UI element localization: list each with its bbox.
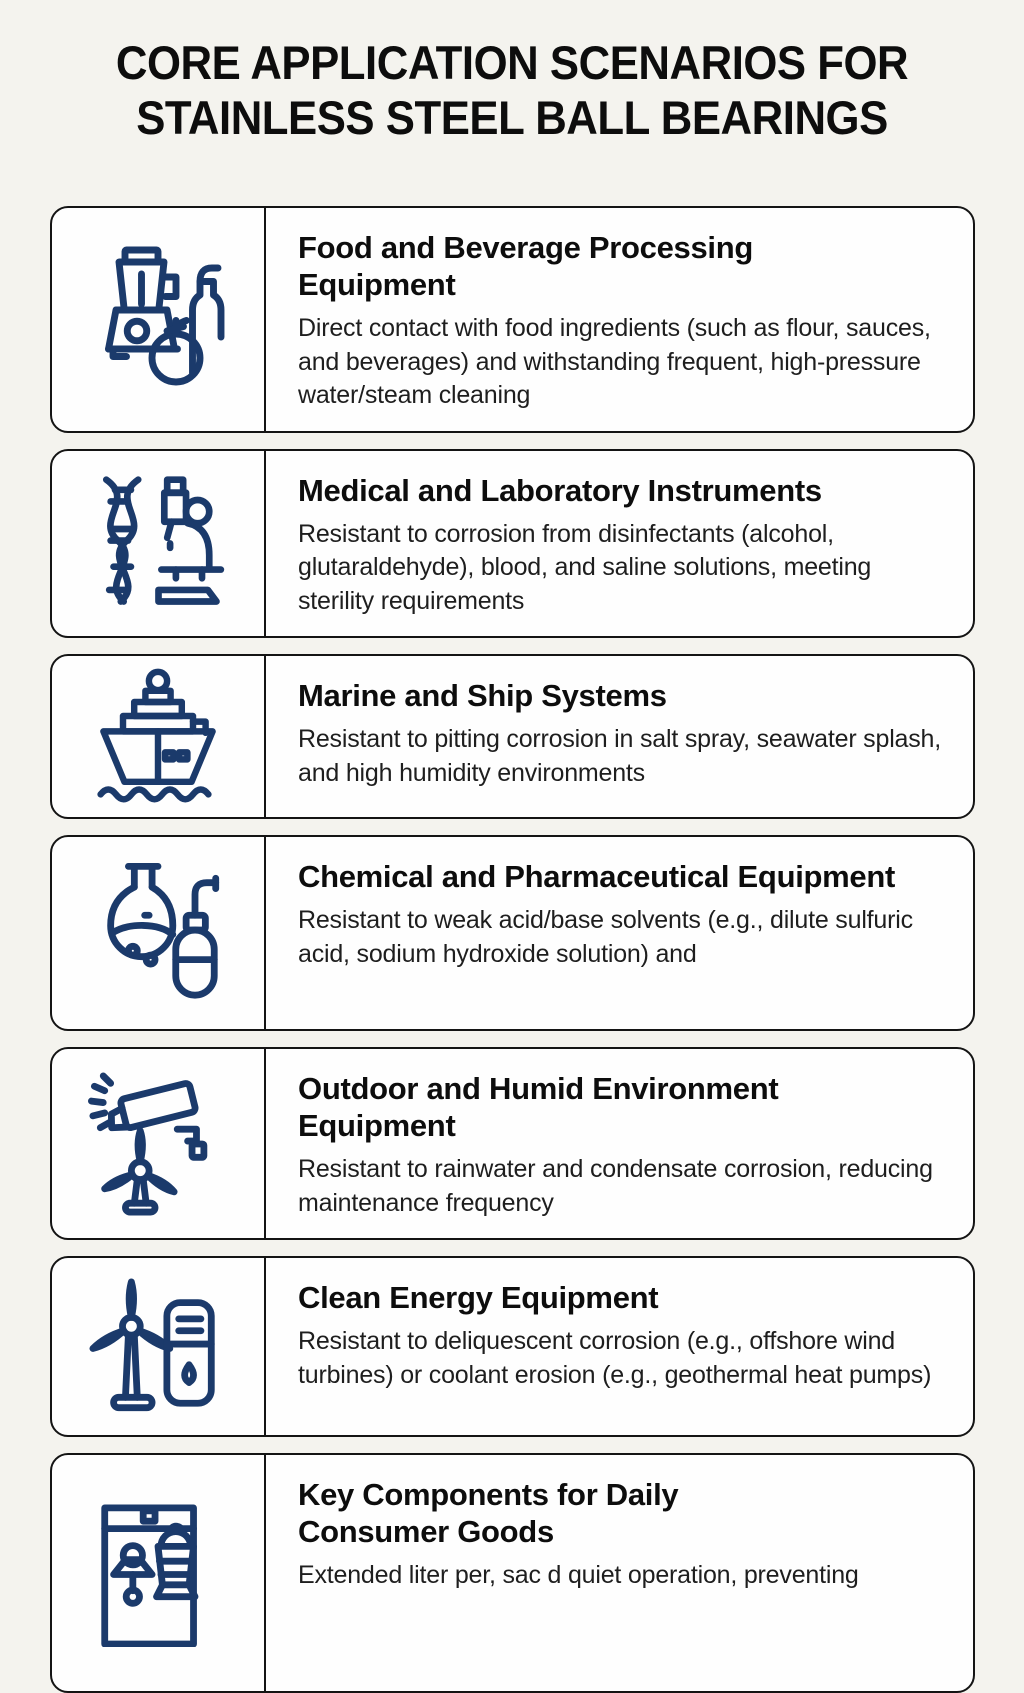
security-camera-wind-turbine-icon bbox=[84, 1070, 232, 1218]
card-marine-ship bbox=[50, 654, 975, 819]
card-icon-cell bbox=[52, 1455, 266, 1691]
card-icon-cell bbox=[52, 208, 266, 431]
card-text-cell bbox=[266, 1258, 973, 1435]
card-title: Clean Energy Equipment bbox=[298, 1280, 659, 1315]
card-text-cell bbox=[266, 837, 973, 1029]
card-clean-energy bbox=[50, 1256, 975, 1437]
card-title: Chemical and Pharmaceutical Equipment bbox=[298, 859, 896, 894]
card-food-beverage bbox=[50, 206, 975, 433]
card-consumer-goods bbox=[50, 1453, 975, 1693]
card-description: Direct contact with food ingredients (such as flour, sauces, and beverages) and withstanding frequent, high-pressure water/steam cleaning bbox=[298, 314, 931, 409]
card-text-cell bbox=[266, 656, 973, 817]
card-description: Extended liter per, sac d quiet operation, preventing bbox=[298, 1561, 859, 1589]
card-chemical-pharmaceutical bbox=[50, 835, 975, 1031]
card-title: Medical and Laboratory Instruments bbox=[298, 472, 822, 508]
card-text-cell bbox=[266, 208, 973, 431]
card-title: Outdoor and Humid Environment Equipment bbox=[298, 1071, 779, 1143]
card-text-cell bbox=[266, 451, 973, 637]
dna-microscope-icon bbox=[86, 471, 231, 616]
scenario-card-list bbox=[50, 206, 975, 1693]
card-description: Resistant to pitting corrosion in salt spray, seawater splash, and high humidity environments bbox=[298, 725, 941, 787]
card-icon-cell bbox=[52, 656, 266, 817]
card-outdoor-humid bbox=[50, 1047, 975, 1240]
card-description: Resistant to deliquescent corrosion (e.g., offshore wind turbines) or coolant erosion (e.g., geothermal heat pumps) bbox=[298, 1327, 932, 1389]
page-title-line2: STAINLESS STEEL BALL BEARINGS bbox=[136, 90, 888, 144]
household-appliances-icon bbox=[84, 1499, 232, 1647]
card-icon-cell bbox=[52, 451, 266, 637]
page-title-line1: CORE APPLICATION SCENARIOS FOR bbox=[115, 36, 909, 89]
card-icon-cell bbox=[52, 1258, 266, 1435]
card-title: Food and Beverage Processing Equipment bbox=[298, 230, 754, 302]
card-description: Resistant to rainwater and condensate corrosion, reducing maintenance frequency bbox=[298, 1155, 933, 1217]
card-description: Resistant to weak acid/base solvents (e.g., dilute sulfuric acid, sodium hydroxide solution) and bbox=[298, 906, 913, 968]
card-icon-cell bbox=[52, 837, 266, 1029]
infographic-page bbox=[0, 36, 1024, 1589]
ship-icon bbox=[88, 667, 228, 807]
card-text-cell bbox=[266, 1455, 973, 1691]
card-icon-cell bbox=[52, 1049, 266, 1238]
card-text-cell bbox=[266, 1049, 973, 1238]
blender-bottle-apple-icon bbox=[83, 244, 233, 394]
card-medical-laboratory bbox=[50, 449, 975, 639]
card-description: Resistant to corrosion from disinfectants (alcohol, glutaraldehyde), blood, and saline solutions, meeting sterility requirements bbox=[298, 519, 872, 615]
card-title: Marine and Ship Systems bbox=[298, 678, 667, 713]
flask-spray-bottle-icon bbox=[84, 859, 232, 1007]
page-title bbox=[36, 36, 988, 145]
card-title: Key Components for Daily Consumer Goods bbox=[298, 1477, 679, 1549]
wind-turbine-heat-pump-icon bbox=[84, 1273, 232, 1421]
